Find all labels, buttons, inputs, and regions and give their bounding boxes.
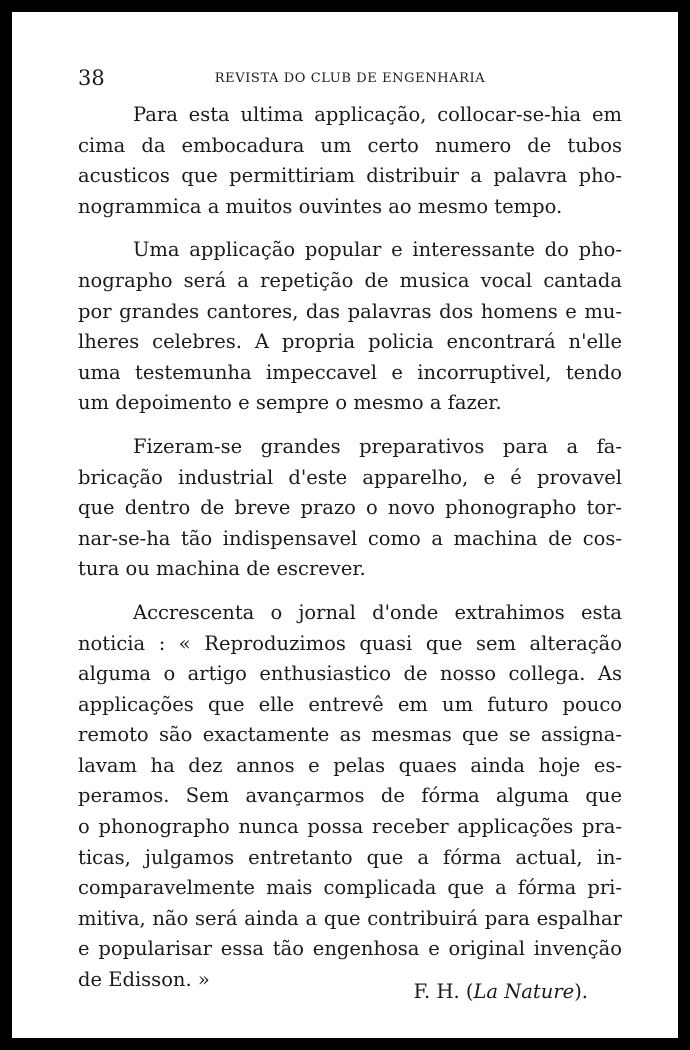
text-line: noticia : « Reproduzimos quasi que sem alteração (78, 631, 622, 655)
text-line: peramos. Sem avançarmos de fórma alguma que (78, 784, 622, 808)
text-line: comparavelmente mais complicada que a fórma pri- (78, 876, 622, 900)
paragraph-2 (78, 235, 622, 419)
text-line: cima da embocadura um certo numero de tubos (78, 133, 622, 157)
text-line: ticas, julgamos entretanto que a fórma actual, in- (78, 845, 622, 869)
signature-author: F. H. (413, 980, 460, 1003)
article-body (78, 100, 622, 1009)
paragraph-1 (78, 100, 622, 222)
paragraph-3 (78, 432, 622, 585)
text-line: nogrammica a muitos ouvintes ao mesmo tempo. (78, 194, 563, 218)
text-line: uma testemunha impeccavel e incorruptivel, tendo (78, 360, 622, 384)
document-page (12, 12, 678, 1038)
signature-close-paren: ). (574, 980, 588, 1003)
text-line: nar-se-ha tão indispensavel como a machina de cos- (78, 526, 622, 550)
text-line: Uma applicação popular e interessante do pho- (133, 238, 622, 262)
signature-source: La Nature (473, 980, 575, 1003)
text-line: lheres celebres. A propria policia encontrará n'elle (78, 330, 622, 354)
text-line: que dentro de breve prazo o novo phonographo tor- (78, 496, 622, 520)
text-line: remoto são exactamente as mesmas que se assigna- (78, 723, 622, 747)
text-line: Fizeram-se grandes preparativos para a fa- (133, 434, 622, 458)
text-line: mitiva, não será ainda a que contribuirá para espalhar (78, 906, 622, 930)
text-line: o phonographo nunca possa receber applicações pra- (78, 815, 622, 839)
text-line: tura ou machina de escrever. (78, 557, 366, 581)
signature (414, 980, 588, 1003)
text-line: de Edisson. » (78, 968, 210, 992)
text-line: nographo será a repetição de musica vocal cantada (78, 268, 622, 292)
text-line: e popularisar essa tão engenhosa e original invenção (78, 937, 622, 961)
page-number: 38 (78, 66, 105, 90)
text-line: Para esta ultima applicação, collocar-se-hia em (133, 103, 622, 126)
text-line: acusticos que permittiriam distribuir a palavra pho- (78, 164, 622, 188)
signature-open-paren: ( (465, 980, 474, 1003)
text-line: alguma o artigo enthusiastico de nosso collega. As (78, 662, 622, 686)
paragraph-4 (78, 598, 622, 996)
text-line: um depoimento e sempre o mesmo a fazer. (78, 391, 502, 415)
journal-title: REVISTA DO CLUB DE ENGENHARIA (214, 71, 486, 86)
text-line: Accrescenta o jornal d'onde extrahimos esta (133, 600, 622, 624)
text-line: por grandes cantores, das palavras dos homens e mu- (78, 299, 622, 323)
running-head (78, 66, 622, 92)
text-line: bricação industrial d'este apparelho, e é provavel (78, 465, 622, 489)
text-line: lavam ha dez annos e pelas quaes ainda hoje es- (78, 753, 622, 777)
text-line: applicações que elle entrevê em um futuro pouco (78, 692, 622, 716)
